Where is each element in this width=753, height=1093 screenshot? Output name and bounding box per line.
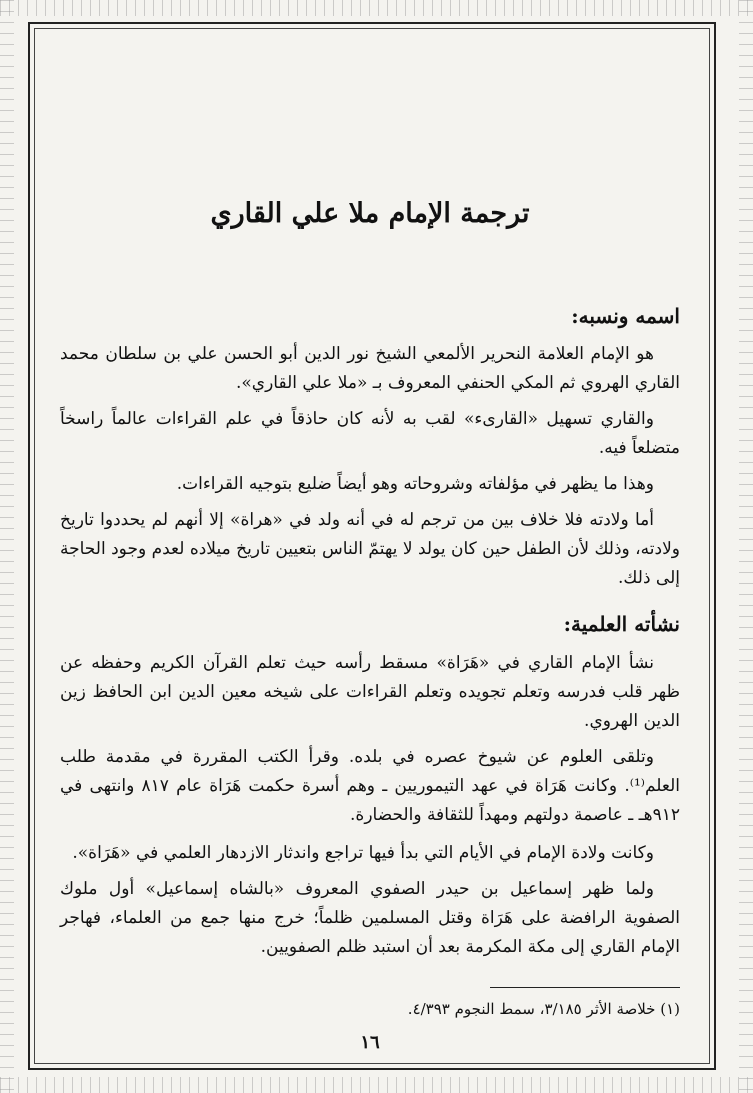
paragraph-education-2: وتلقى العلوم عن شيوخ عصره في بلده. وقرأ الكتب المقررة في مقدمة طلب العلم⁽¹⁾. وكانت هَرَاة في عهد التيموريين ـ وهم أسرة حكمت هَرَاة عام ٨١٧ وانتهى في ٩١٢هـ ـ عاصمة دولتهم ومهداً للثقافة والحضارة. xyxy=(60,747,680,825)
footnote: (١) خلاصة الأثر ٣/١٨٥، سمط النجوم ٤/٣٩٣. xyxy=(407,1000,680,1018)
paragraph-lineage-4: أما ولادته فلا خلاف بين من ترجم له في أنه ولد في «هراة» إلا أنهم لم يحددوا تاريخ ولادته، وذلك لأن الطفل حين كان يولد لا يهتمّ الناس بتعيين تاريخ ميلاده لعدم وجود الحاجة إلى ذلك. xyxy=(60,510,680,588)
paragraph-education-3: وكانت ولادة الإمام في الأيام التي بدأ فيها تراجع واندثار الازدهار العلمي في «هَرَاة». xyxy=(72,843,654,863)
decorative-border-bottom xyxy=(0,1077,753,1093)
page-number: ١٦ xyxy=(360,1032,380,1053)
section-heading-education: نشأته العلمية: xyxy=(563,612,680,636)
section-heading-lineage: اسمه ونسبه: xyxy=(571,304,680,328)
decorative-border-top xyxy=(0,0,753,16)
paragraph-education-1: نشأ الإمام القاري في «هَرَاة» مسقط رأسه حيث تعلم القرآن الكريم وحفظه عن ظهر قلب فدرسه وتعلم تجويده وتعلم القراءات على شيخه معين الدين ابن الحافظ زين الدين الهروي. xyxy=(60,653,680,731)
page-title: ترجمة الإمام ملا علي القاري xyxy=(210,198,530,229)
page-content xyxy=(60,22,680,1070)
footnote-divider xyxy=(490,987,680,988)
paragraph-lineage-2: والقاري تسهيل «القارىء» لقب به لأنه كان حاذقاً في علم القراءات عالماً راسخاً متضلعاً فيه. xyxy=(60,409,680,458)
paragraph-lineage-3: وهذا ما يظهر في مؤلفاته وشروحاته وهو أيضاً ضليع بتوجيه القراءات. xyxy=(176,474,654,494)
paragraph-education-4: ولما ظهر إسماعيل بن حيدر الصفوي المعروف «بالشاه إسماعيل» أول ملوك الصفوية الرافضة على هَرَاة وقتل المسلمين ظلماً؛ خرج منها جمع من العلماء، فهاجر الإمام القاري إلى مكة المكرمة بعد أن استبد ظلم الصفويين. xyxy=(60,879,680,957)
decorative-border-right xyxy=(739,0,753,1093)
decorative-border-left xyxy=(0,0,14,1093)
paragraph-lineage-1: هو الإمام العلامة النحرير الألمعي الشيخ نور الدين أبو الحسن علي بن سلطان محمد القاري الهروي ثم المكي الحنفي المعروف بـ «ملا علي القاري». xyxy=(60,344,680,393)
